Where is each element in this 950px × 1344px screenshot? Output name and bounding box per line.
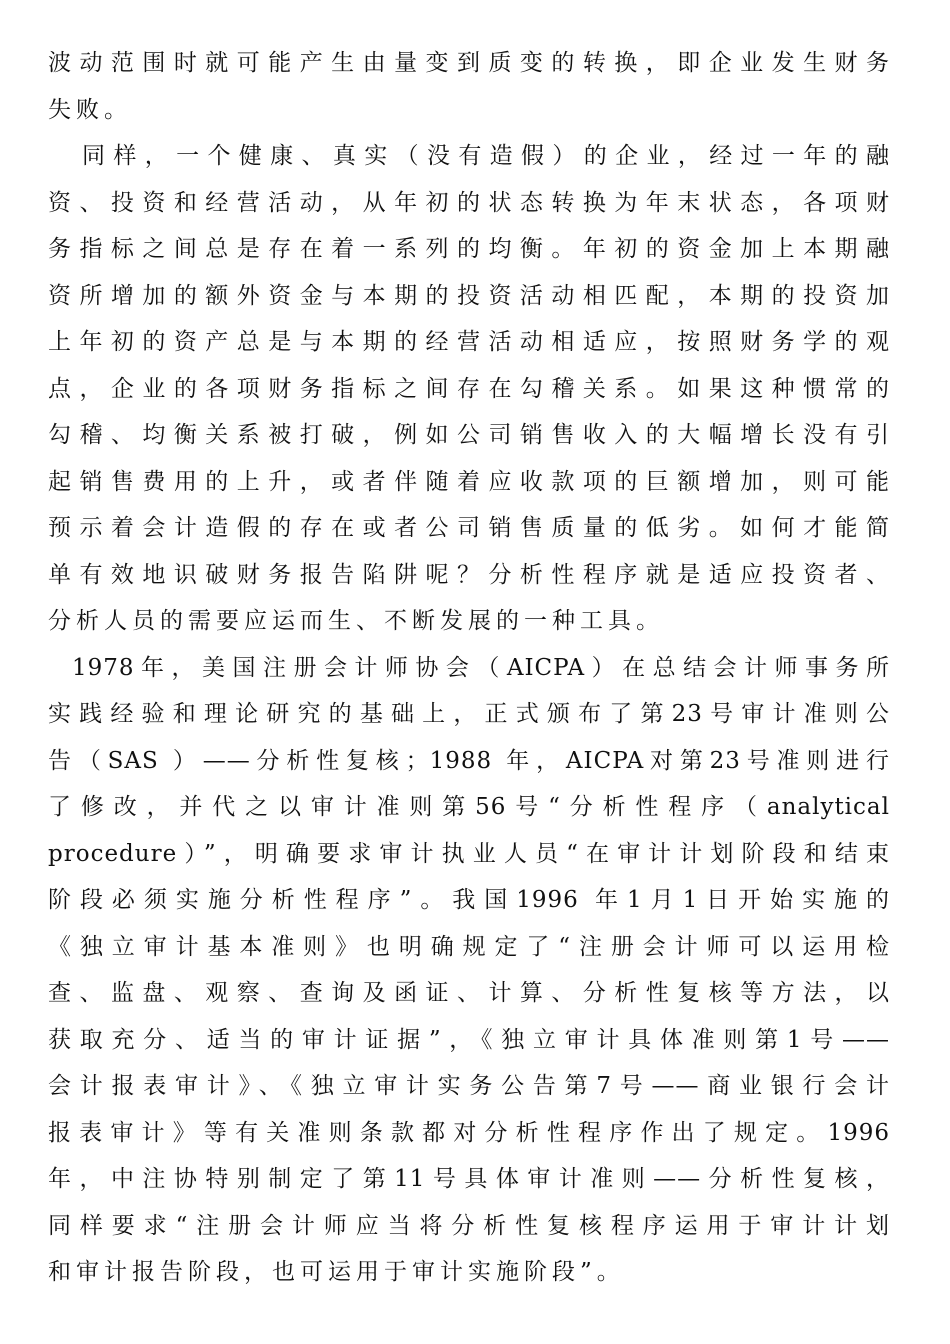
text-line: 失败。 — [48, 96, 132, 123]
text-line: 起销售费用的上升，或者伴随着应收款项的巨额增加，则可能 — [48, 468, 890, 495]
text-line: 查、监盘、观察、查询及函证、计算、分析性复核等方法，以 — [48, 980, 890, 1006]
text-line: 资所增加的额外资金与本期的投资活动相匹配，本期的投资加 — [48, 282, 890, 309]
text-line: 务指标之间总是存在着一系列的均衡。年初的资金加上本期融 — [48, 236, 890, 262]
text-line: 和审计报告阶段，也可运用于审计实施阶段”。 — [48, 1259, 625, 1285]
paragraph-start-line: 1978年，美国注册会计师协会（AICPA）在总结会计师事务所 — [72, 654, 890, 681]
text-line: 同样要求“注册会计师应当将分析性复核程序运用于审计计划 — [48, 1212, 890, 1239]
text-line: 年，中注协特别制定了第11号具体审计准则——分析性复核， — [48, 1166, 890, 1192]
body-text — [48, 40, 890, 1296]
text-line: 单有效地识破财务报告陷阱呢？分析性程序就是适应投资者、 — [48, 561, 890, 588]
text-line: procedure）”，明确要求审计执业人员“在审计计划阶段和结束 — [48, 840, 890, 867]
text-line: 阶段必须实施分析性程序”。我国1996 年1月1日开始实施的 — [48, 887, 890, 913]
text-line: 告（SAS ）——分析性复核；1988 年，AICPA对第23号准则进行 — [48, 747, 890, 774]
text-line: 波动范围时就可能产生由量变到质变的转换，即企业发生财务 — [48, 50, 890, 76]
text-line: 预示着会计造假的存在或者公司销售质量的低劣。如何才能简 — [48, 515, 890, 541]
text-line: 获取充分、适当的审计证据”，《独立审计具体准则第1号—— — [48, 1026, 890, 1053]
text-line: 会计报表审计》、《独立审计实务公告第7号——商业银行会计 — [48, 1073, 890, 1099]
text-line: 报表审计》等有关准则条款都对分析性程序作出了规定。1996 — [48, 1119, 890, 1146]
text-line: 《独立审计基本准则》也明确规定了“注册会计师可以运用检 — [48, 933, 890, 960]
text-line: 勾稽、均衡关系被打破，例如公司销售收入的大幅增长没有引 — [48, 422, 890, 448]
paragraph-start-line: 同样，一个健康、真实（没有造假）的企业，经过一年的融 — [82, 143, 890, 169]
text-line: 了修改，并代之以审计准则第56号“分析性程序（analytical — [48, 794, 890, 820]
text-line: 上年初的资产总是与本期的经营活动相适应，按照财务学的观 — [48, 329, 890, 355]
text-line: 点，企业的各项财务指标之间存在勾稽关系。如果这种惯常的 — [48, 375, 890, 402]
text-line: 实践经验和理论研究的基础上，正式颁布了第23号审计准则公 — [48, 701, 890, 727]
text-line: 资、投资和经营活动，从年初的状态转换为年末状态，各项财 — [48, 189, 890, 216]
text-line: 分析人员的需要应运而生、不断发展的一种工具。 — [48, 608, 664, 634]
